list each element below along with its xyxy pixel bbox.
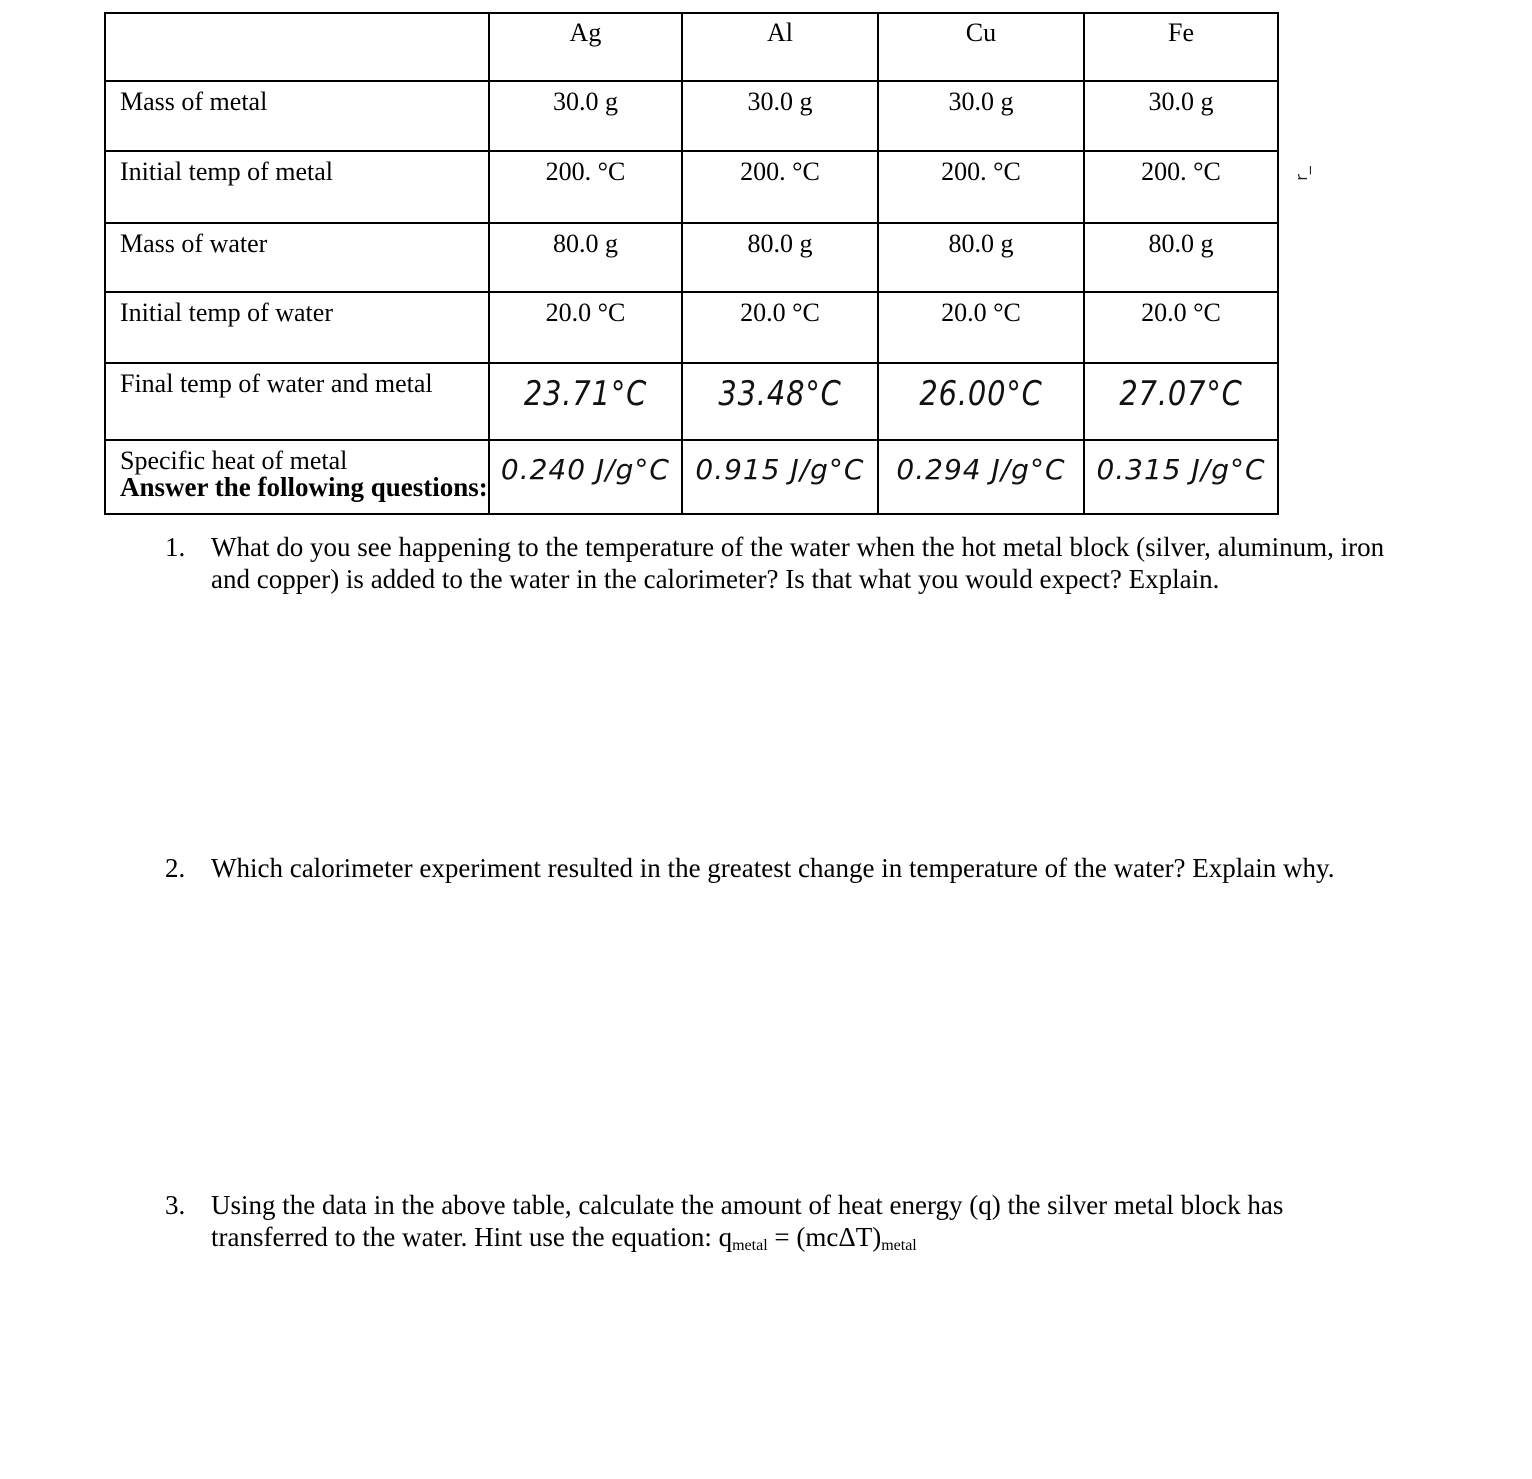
equation-subscript: metal	[881, 1237, 917, 1254]
handwritten-specific-heat: 0.294 J/g°C	[878, 440, 1084, 514]
equation-q: q	[718, 1222, 733, 1252]
table-row	[105, 223, 1278, 292]
row-label: Final temp of water and metal	[105, 363, 489, 440]
question-text: Which calorimeter experiment resulted in the greatest change in temperature of the water? Explain why.	[211, 853, 1335, 883]
cell-value: 200. °C	[489, 151, 682, 223]
question-number: 2.	[165, 853, 186, 883]
calorimetry-data-table	[104, 12, 1279, 515]
margin-pen-mark: r_	[1291, 166, 1311, 181]
cell-value: 200. °C	[1084, 151, 1278, 223]
cell-value: 20.0 °C	[878, 292, 1084, 363]
handwritten-final-temp: 33.48°C	[697, 363, 864, 440]
cell-value: 200. °C	[682, 151, 878, 223]
cell-value: 30.0 g	[1084, 81, 1278, 151]
row-label: Mass of water	[105, 223, 489, 292]
handwritten-final-temp: 27.07°C	[1099, 363, 1264, 440]
cell-value: 80.0 g	[1084, 223, 1278, 292]
equation-body: = (mcΔT)	[767, 1222, 882, 1252]
instructions-heading: Answer the following questions:	[120, 472, 488, 502]
row-label: Specific heat of metal	[105, 440, 489, 514]
header-cu: Cu	[878, 13, 1084, 81]
cell-value: 80.0 g	[682, 223, 878, 292]
header-fe: Fe	[1084, 13, 1278, 81]
table-header-row	[105, 13, 1278, 81]
cell-value: 30.0 g	[878, 81, 1084, 151]
row-label: Mass of metal	[105, 81, 489, 151]
header-al: Al	[682, 13, 878, 81]
table-row	[105, 151, 1278, 223]
cell-value: 30.0 g	[489, 81, 682, 151]
equation-subscript: metal	[732, 1237, 768, 1254]
question-1	[165, 531, 1405, 595]
row-label: Initial temp of metal	[105, 151, 489, 223]
question-2	[165, 852, 1405, 884]
cell-value: 30.0 g	[682, 81, 878, 151]
handwritten-specific-heat: 0.915 J/g°C	[682, 440, 878, 514]
handwritten-final-temp: 26.00°C	[893, 363, 1068, 440]
question-number: 3.	[165, 1190, 186, 1220]
cell-value: 20.0 °C	[1084, 292, 1278, 363]
handwritten-specific-heat: 0.240 J/g°C	[489, 440, 682, 514]
cell-value: 20.0 °C	[682, 292, 878, 363]
cell-value: 80.0 g	[489, 223, 682, 292]
header-blank-cell	[105, 13, 489, 81]
handwritten-specific-heat: 0.315 J/g°C	[1084, 440, 1278, 514]
question-text	[211, 1189, 1405, 1262]
header-ag: Ag	[489, 13, 682, 81]
question-text-body: Using the data in the above table, calculate the amount of heat energy (q) the silver metal block has transferred to the water. Hint use the equation:	[211, 1190, 1284, 1252]
handwritten-final-temp: 23.71°C	[503, 363, 667, 440]
question-text: What do you see happening to the temperature of the water when the hot metal block (silver, aluminum, iron and copper) is added to the water in the calorimeter? Is that what you would expect? Explain.	[211, 532, 1385, 594]
table-row	[105, 81, 1278, 151]
table-row	[105, 363, 1278, 440]
row-label: Initial temp of water	[105, 292, 489, 363]
cell-value: 80.0 g	[878, 223, 1084, 292]
cell-value: 20.0 °C	[489, 292, 682, 363]
table-row	[105, 292, 1278, 363]
cell-value: 200. °C	[878, 151, 1084, 223]
question-3	[165, 1189, 1405, 1262]
question-number: 1.	[165, 532, 186, 562]
